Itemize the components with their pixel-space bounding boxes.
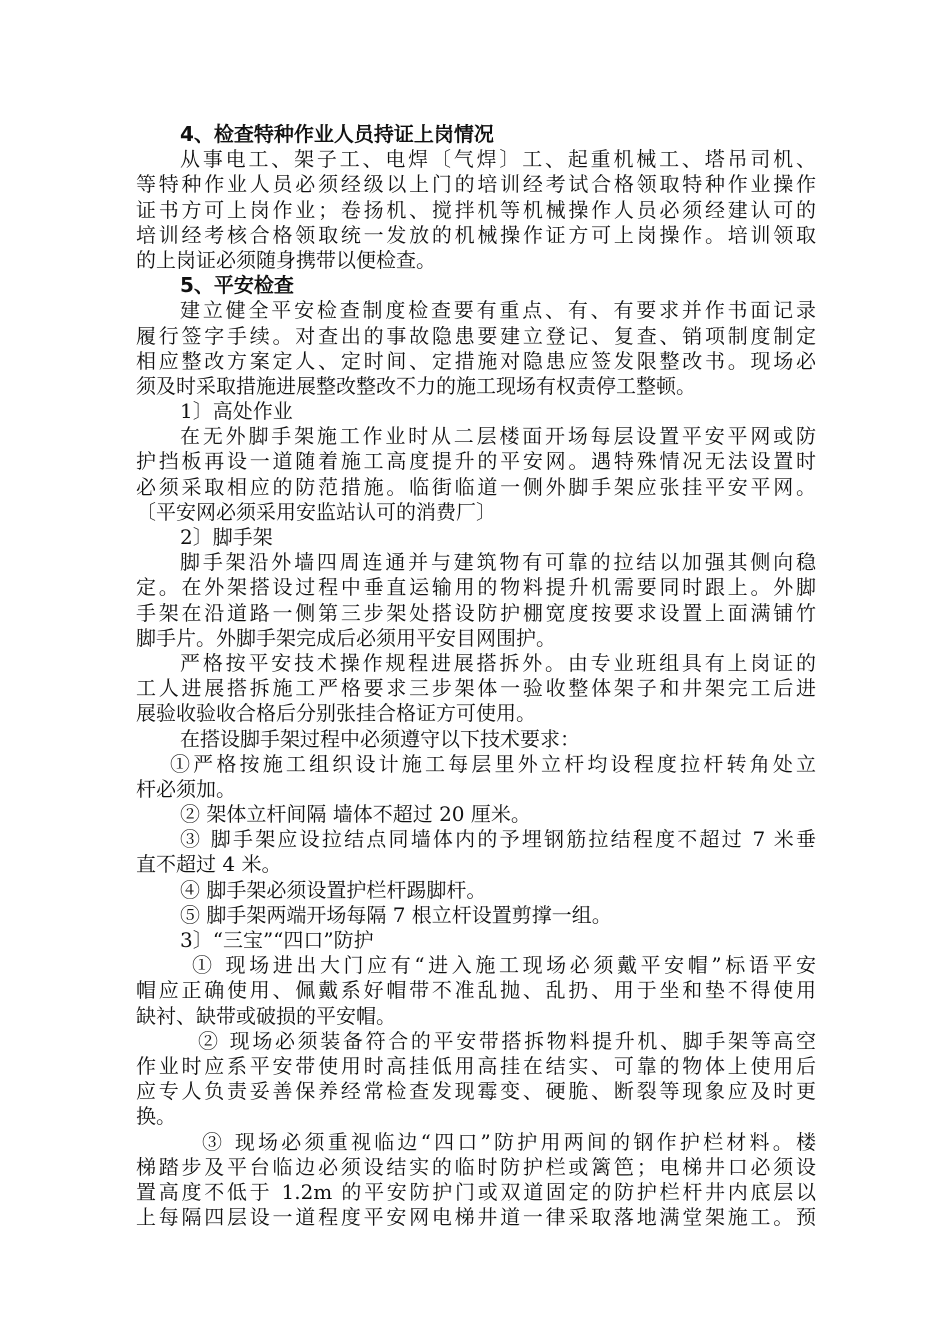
text-line: 脚手架沿外墙四周连通并与建筑物有可靠的拉结以加强其侧向稳 (180, 550, 816, 575)
text-line: 必须采取相应的防范措施。临街临道一侧外脚手架应张挂平安平网。 (136, 474, 816, 499)
text-line: 须及时采取措施进展整改整改不力的施工现场有权责停工整顿。 (136, 373, 696, 398)
text-line: 等特种作业人员必须经级以上门的培训经考试合格领取特种作业操作 (136, 172, 816, 197)
text-line: 2〕脚手架 (180, 525, 273, 549)
text-line: 置高度不低于 1.2m 的平安防护门或双道固定的防护栏杆井内底层以 (136, 1179, 816, 1204)
text-line: 1〕高处作业 (180, 399, 293, 424)
text-line: ①严格按施工组织设计施工每层里外立杆均设程度拉杆转角处立 (170, 751, 816, 776)
text-line: 护挡板再设一道随着施工高度提升的平安网。遇特殊情况无法设置时 (136, 449, 816, 474)
text-line: 培训经考核合格领取统一发放的机械操作证方可上岗操作。培训领取 (136, 222, 816, 247)
text-line: ③ 现场必须重视临边“四口”防护用两间的钢作护栏材料。楼 (202, 1129, 816, 1154)
text-line: 帽应正确使用、佩戴系好帽带不准乱抛、乱扔、用于坐和垫不得使用 (136, 978, 816, 1003)
text-line: 证书方可上岗作业；卷扬机、搅拌机等机械操作人员必须经建认可的 (136, 197, 816, 222)
document-body (136, 122, 816, 1230)
text-line: 在搭设脚手架过程中必须遵守以下技术要求： (180, 726, 580, 751)
text-line: 定。在外架搭设过程中垂直运输用的物料提升机需要同时跟上。外脚 (136, 575, 816, 600)
text-line: 从事电工、架子工、电焊〔气焊〕工、起重机械工、塔吊司机、 (180, 147, 816, 172)
text-line: 工人进展搭拆施工严格要求三步架体一验收整体架子和井架完工后进 (136, 676, 816, 701)
section-heading: 5、平安检查 (180, 273, 294, 298)
text-line: 杆必须加。 (136, 776, 236, 801)
text-line: 缺衬、缺带或破损的平安帽。 (136, 1003, 396, 1028)
text-line: 脚手片。外脚手架完成后必须用平安目网围护。 (136, 625, 556, 650)
text-line: 上每隔四层设一道程度平安网电梯井道一律采取落地满堂架施工。预 (136, 1205, 816, 1230)
text-line: 直不超过 4 米。 (136, 852, 282, 877)
text-line: 应专人负责妥善保养经常检查发现霉变、硬脆、断裂等现象应及时更 (136, 1079, 816, 1104)
text-line: 3〕“三宝”“四口”防护 (180, 928, 374, 952)
text-line: 手架在沿道路一侧第三步架处搭设防护棚宽度按要求设置上面满铺竹 (136, 600, 816, 625)
section-heading: 4、检查特种作业人员持证上岗情况 (180, 122, 494, 146)
text-line: ② 现场必须装备符合的平安带搭拆物料提升机、脚手架等高空 (198, 1028, 816, 1053)
text-line: 在无外脚手架施工作业时从二层楼面开场每层设置平安平网或防 (180, 424, 816, 449)
text-line: ① 现场进出大门应有“进入施工现场必须戴平安帽”标语平安 (192, 953, 816, 978)
text-line: 建立健全平安检查制度检查要有重点、有、有要求并作书面记录 (180, 298, 816, 323)
text-line: ② 架体立杆间隔 墙体不超过 20 厘米。 (180, 802, 531, 827)
text-line: 的上岗证必须随身携带以便检查。 (136, 247, 436, 272)
text-line: 换。 (136, 1104, 176, 1129)
text-line: 〔平安网必须采用安监站认可的消费厂〕 (136, 499, 496, 524)
text-line: 展验收验收合格后分别张挂合格证方可使用。 (136, 701, 536, 726)
text-line: 履行签字手续。对查出的事故隐患要建立登记、复查、销项制度制定 (136, 323, 816, 348)
text-line: 梯踏步及平台临边必须设结实的临时防护栏或篱笆；电梯井口必须设 (136, 1154, 816, 1179)
text-line: 严格按平安技术操作规程进展搭拆外。由专业班组具有上岗证的 (180, 650, 816, 675)
text-line: ③ 脚手架应设拉结点同墙体内的予埋钢筋拉结程度不超过 7 米垂 (180, 827, 816, 852)
text-line: ⑤ 脚手架两端开场每隔 7 根立杆设置剪撑一组。 (180, 902, 612, 927)
text-line: 相应整改方案定人、定时间、定措施对隐患应签发限整改书。现场必 (136, 348, 816, 373)
text-line: 作业时应系平安带使用时高挂低用高挂在结实、可靠的物体上使用后 (136, 1053, 816, 1078)
text-line: ④ 脚手架必须设置护栏杆踢脚杆。 (180, 877, 487, 902)
